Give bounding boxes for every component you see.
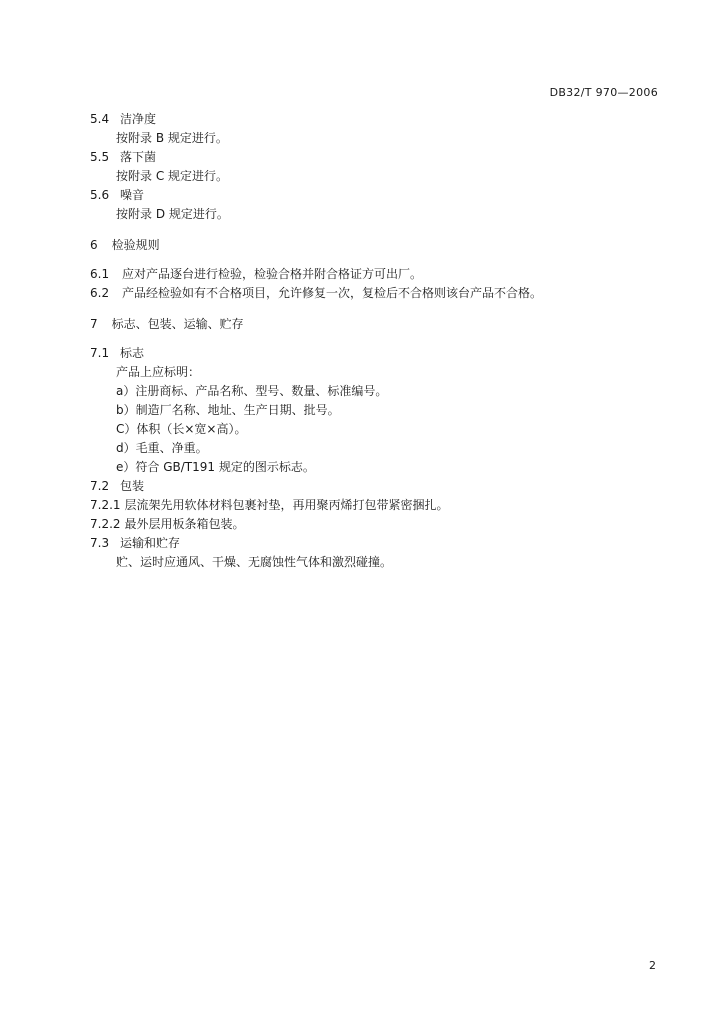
section-5-6-heading (90, 186, 670, 205)
section-text: 最外层用板条箱包装。 (124, 517, 245, 531)
list-item: d）毛重、净重。 (116, 441, 208, 455)
section-title: 噪音 (120, 188, 145, 202)
section-number: 7.2 (90, 479, 110, 493)
section-text: 层流架先用软体材料包裹衬垫，再用聚丙烯打包带紧密捆扎。 (124, 498, 449, 512)
section-title: 标志、包装、运输、贮存 (111, 317, 244, 331)
section-number: 7.2.1 (90, 498, 121, 512)
section-title: 标志 (120, 346, 145, 360)
standard-code: DB32/T 970—2006 (549, 86, 658, 99)
section-7-2-2 (90, 515, 670, 534)
section-title: 落下菌 (120, 150, 157, 164)
list-item: e）符合 GB/T191 规定的图示标志。 (116, 460, 315, 474)
section-5-4-heading (90, 110, 670, 129)
section-7-3-text: 贮、运时应通风、干燥、无腐蚀性气体和激烈碰撞。 (116, 555, 393, 569)
section-title: 包装 (120, 479, 145, 493)
section-6-2 (90, 284, 670, 303)
section-6-heading (90, 236, 670, 255)
section-number: 6 (90, 238, 98, 252)
section-5-5-text: 按附录 C 规定进行。 (116, 169, 229, 183)
section-number: 6.2 (90, 286, 110, 300)
section-7-2-heading (90, 477, 670, 496)
section-title: 运输和贮存 (120, 536, 181, 550)
section-number: 7 (90, 317, 98, 331)
section-number: 7.1 (90, 346, 110, 360)
section-text: 产品经检验如有不合格项目，允许修复一次，复检后不合格则该台产品不合格。 (122, 286, 543, 300)
section-7-heading (90, 315, 670, 334)
section-number: 7.2.2 (90, 517, 121, 531)
section-number: 5.6 (90, 188, 110, 202)
document-body (90, 110, 670, 572)
section-5-6-text: 按附录 D 规定进行。 (116, 207, 229, 221)
list-item: C）体积（长×宽×高）。 (116, 422, 247, 436)
section-text: 应对产品逐台进行检验，检验合格并附合格证方可出厂。 (122, 267, 423, 281)
list-item: a）注册商标、产品名称、型号、数量、标准编号。 (116, 384, 388, 398)
section-5-5-heading (90, 148, 670, 167)
section-number: 5.5 (90, 150, 110, 164)
section-title: 检验规则 (111, 238, 160, 252)
section-number: 5.4 (90, 112, 110, 126)
section-7-3-heading (90, 534, 670, 553)
section-number: 7.3 (90, 536, 110, 550)
section-5-4-text: 按附录 B 规定进行。 (116, 131, 228, 145)
section-7-1-intro: 产品上应标明： (116, 365, 201, 379)
section-7-2-1 (90, 496, 670, 515)
section-6-1 (90, 265, 670, 284)
section-number: 6.1 (90, 267, 110, 281)
page-number: 2 (649, 959, 656, 972)
list-item: b）制造厂名称、地址、生产日期、批号。 (116, 403, 340, 417)
section-title: 洁净度 (120, 112, 157, 126)
section-7-1-heading (90, 344, 670, 363)
